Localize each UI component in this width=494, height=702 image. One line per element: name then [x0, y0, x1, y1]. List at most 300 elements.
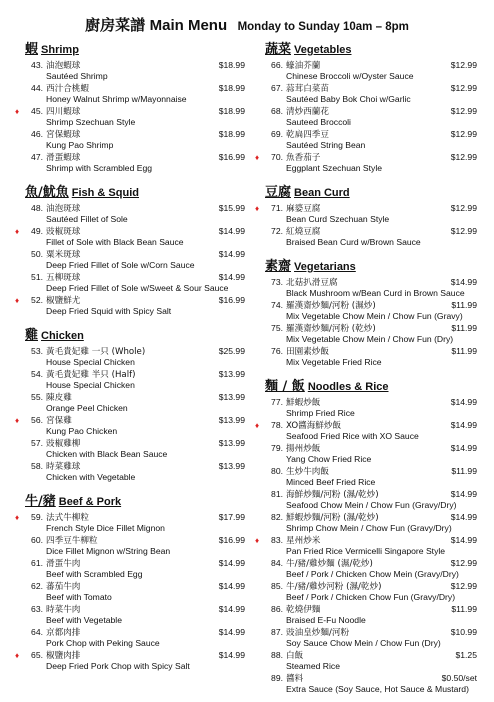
item-price: $12.99: [450, 226, 477, 236]
item-english-name: Pan Fried Rice Vermicelli Singapore Style: [286, 546, 446, 556]
menu-item-line: [263, 397, 477, 408]
menu-item: [23, 461, 245, 482]
menu-item: [263, 443, 477, 464]
item-chinese-name: 宮保蝦球: [46, 130, 81, 140]
item-price: $12.99: [450, 106, 477, 116]
chili-pepper-icon: ♦: [15, 513, 20, 522]
item-number: 61.: [31, 558, 43, 568]
item-english-name: Mix Vegetable Chow Mein / Chow Fun (Gravy): [286, 311, 463, 321]
item-price: $12.99: [450, 581, 477, 591]
item-english-name: Sautéed Shrimp: [46, 71, 108, 81]
section-title-chinese: 蔬菜: [265, 42, 292, 57]
item-chinese-name: 滑蛋蝦球: [46, 153, 81, 163]
item-chinese-name: 清炒西蘭花: [286, 107, 329, 117]
item-chinese-name: 黃毛貴妃雞 半只 (Half): [46, 370, 136, 380]
item-chinese-name: 時菜牛肉: [46, 605, 81, 615]
menu-item-line: [255, 535, 477, 546]
item-chinese-name: 四季豆牛柳粒: [46, 536, 98, 546]
section-title-english: Shrimp: [41, 44, 79, 56]
item-number: 43.: [31, 60, 43, 70]
item-english-name: Chinese Broccoli w/Oyster Sauce: [286, 71, 414, 81]
item-chinese-name: 揚州炒飯: [286, 444, 321, 454]
item-english-name: Mix Vegetable Chow Mein / Chow Fun (Dry): [286, 334, 454, 344]
menu-item-line: [263, 60, 477, 71]
item-chinese-name: 豉椒斑球: [46, 227, 81, 237]
item-number: 75.: [271, 323, 283, 333]
item-price: $14.99: [218, 226, 245, 236]
chili-pepper-icon: ♦: [15, 416, 20, 425]
item-chinese-name: 四川蝦球: [46, 107, 81, 117]
menu-item: [263, 129, 477, 150]
item-number: 77.: [271, 397, 283, 407]
item-price: $13.99: [218, 415, 245, 425]
section-title-english: Vegetables: [294, 44, 352, 56]
menu-item: [255, 152, 477, 173]
section-title: [265, 375, 477, 394]
menu-item-line: [263, 129, 477, 140]
menu-item-line: [263, 512, 477, 523]
menu-title-chinese: 廚房菜譜: [85, 16, 146, 34]
menu-item-line: [263, 604, 477, 615]
item-price: $13.99: [218, 438, 245, 448]
menu-item: [263, 300, 477, 321]
item-chinese-name: 豉油皇炒麵/河粉: [286, 628, 350, 638]
item-number: 72.: [271, 226, 283, 236]
item-english-name: Kung Pao Chicken: [46, 426, 118, 436]
chili-pepper-icon: ♦: [15, 296, 20, 305]
section-title-english: Chicken: [41, 330, 84, 342]
section-title-chinese: 牛/豬: [25, 494, 56, 509]
item-price: $11.99: [451, 300, 477, 310]
item-chinese-name: 京都肉排: [46, 628, 81, 638]
menu-item-line: [23, 604, 245, 615]
menu-item: [23, 392, 245, 413]
item-number: 52.: [31, 295, 43, 305]
item-price: $10.99: [450, 627, 477, 637]
item-chinese-name: 法式牛柳粒: [46, 513, 89, 523]
item-number: 80.: [271, 466, 283, 476]
item-number: 57.: [31, 438, 43, 448]
item-english-name: French Style Dice Fillet Mignon: [46, 523, 165, 533]
item-price: $16.99: [218, 535, 245, 545]
menu-item: [263, 106, 477, 127]
menu-item: [263, 466, 477, 487]
item-price: $14.99: [218, 272, 245, 282]
menu-item-line: [263, 650, 477, 661]
item-english-name: Braised Bean Curd w/Brown Sauce: [286, 237, 421, 247]
menu-item: [263, 226, 477, 247]
item-chinese-name: 滑蛋牛肉: [46, 559, 81, 569]
item-price: $14.99: [450, 443, 477, 453]
menu-item-line: [23, 581, 245, 592]
item-english-name: Fillet of Sole with Black Bean Sauce: [46, 237, 184, 247]
menu-item: [15, 650, 245, 671]
chili-pepper-icon: ♦: [15, 227, 20, 236]
item-chinese-name: 粟米斑球: [46, 250, 81, 260]
menu-item: [255, 420, 477, 441]
item-chinese-name: 乾扁四季豆: [286, 130, 329, 140]
menu-item: [263, 489, 477, 510]
item-number: 47.: [31, 152, 43, 162]
menu-item-line: [23, 203, 245, 214]
opening-hours: Monday to Sunday 10am – 8pm: [237, 21, 409, 33]
menu-item-line: [23, 60, 245, 71]
menu-item-line: [263, 300, 477, 311]
menu-item: [23, 272, 245, 293]
item-chinese-name: 海鮮炒麵/河粉 (濕/乾炒): [286, 490, 379, 500]
item-english-name: Mix Vegetable Fried Rice: [286, 357, 382, 367]
item-english-name: Deep Fried Fillet of Sole w/Corn Sauce: [46, 260, 195, 270]
menu-item-line: [263, 443, 477, 454]
menu-item: [23, 627, 245, 648]
item-number: 56.: [31, 415, 43, 425]
item-chinese-name: 星州炒米: [286, 536, 321, 546]
menu-item: [263, 581, 477, 602]
item-english-name: Honey Walnut Shrimp w/Mayonnaise: [46, 94, 187, 104]
item-number: 89.: [271, 673, 283, 683]
menu-item-line: [263, 673, 477, 684]
item-price: $12.99: [450, 60, 477, 70]
menu-item-line: [263, 489, 477, 500]
item-number: 54.: [31, 369, 43, 379]
item-chinese-name: 陳皮雞: [46, 393, 72, 403]
item-price: $25.99: [218, 346, 245, 356]
item-chinese-name: 鮮蝦炒麵/河粉 (濕/乾炒): [286, 513, 379, 523]
menu-header: [0, 14, 494, 35]
item-english-name: Bean Curd Szechuan Style: [286, 214, 390, 224]
item-number: 63.: [31, 604, 43, 614]
item-english-name: Shrimp Szechuan Style: [46, 117, 136, 127]
item-number: 55.: [31, 392, 43, 402]
item-price: $14.99: [218, 604, 245, 614]
menu-title: Main Menu: [149, 17, 228, 34]
item-price: $14.99: [218, 249, 245, 259]
menu-item: [263, 397, 477, 418]
menu-item-line: [15, 415, 245, 426]
item-chinese-name: 西汁合桃蝦: [46, 84, 89, 94]
menu-section: [15, 38, 245, 173]
chili-pepper-icon: ♦: [15, 651, 20, 660]
item-english-name: Beef with Vegetable: [46, 615, 122, 625]
menu-item: [263, 277, 477, 298]
section-title-english: Noodles & Rice: [307, 381, 389, 393]
item-chinese-name: 豉椒雞柳: [46, 439, 81, 449]
menu-item-line: [23, 558, 245, 569]
menu-item-line: [263, 83, 477, 94]
item-english-name: Minced Beef Fried Rice: [286, 477, 376, 487]
item-number: 64.: [31, 627, 43, 637]
item-number: 76.: [271, 346, 283, 356]
item-price: $16.99: [218, 295, 245, 305]
item-english-name: Sautéed String Bean: [286, 140, 366, 150]
section-title-english: Vegetarians: [294, 261, 356, 273]
item-price: $14.99: [450, 277, 477, 287]
item-price: $11.99: [451, 346, 477, 356]
menu-item-line: [263, 106, 477, 117]
section-title: [25, 181, 245, 200]
item-number: 79.: [271, 443, 283, 453]
chili-pepper-icon: ♦: [255, 204, 260, 213]
menu-item: [263, 627, 477, 648]
item-english-name: Sautéed Fillet of Sole: [46, 214, 128, 224]
item-price: $14.99: [450, 535, 477, 545]
menu-item: [23, 581, 245, 602]
item-price: $12.99: [450, 558, 477, 568]
item-number: 45.: [31, 106, 43, 116]
menu-item: [23, 249, 245, 270]
menu-item-line: [23, 249, 245, 260]
menu-item: [23, 438, 245, 459]
chili-pepper-icon: ♦: [255, 421, 260, 430]
menu-item: [23, 60, 245, 81]
section-title-english: Fish & Squid: [71, 187, 139, 199]
item-english-name: Eggplant Szechuan Style: [286, 163, 383, 173]
item-english-name: Deep Fried Fillet of Sole w/Sweet & Sour Sauce: [46, 283, 229, 293]
menu-section: [15, 324, 245, 482]
item-chinese-name: 蕃茄牛肉: [46, 582, 81, 592]
menu-item-line: [15, 512, 245, 523]
menu-item: [263, 323, 477, 344]
item-english-name: Extra Sauce (Soy Sauce, Hot Sauce & Mustard): [286, 684, 469, 694]
item-number: 62.: [31, 581, 43, 591]
item-number: 58.: [31, 461, 43, 471]
item-price: $18.99: [218, 60, 245, 70]
left-menu-column: [15, 38, 245, 679]
item-chinese-name: 麻婆豆腐: [286, 204, 321, 214]
item-chinese-name: 田園素炒飯: [286, 347, 329, 357]
item-number: 51.: [31, 272, 43, 282]
item-chinese-name: 乾燒伊麵: [286, 605, 321, 615]
item-number: 69.: [271, 129, 283, 139]
chili-pepper-icon: ♦: [255, 536, 260, 545]
menu-item-line: [23, 627, 245, 638]
item-english-name: Shrimp Chow Mein / Chow Fun (Gravy/Dry): [286, 523, 452, 533]
section-title-chinese: 麵 / 飯: [265, 379, 305, 394]
menu-item-line: [263, 581, 477, 592]
menu-item-line: [263, 346, 477, 357]
item-number: 88.: [271, 650, 283, 660]
menu-item-line: [23, 369, 245, 380]
item-price: $14.99: [450, 420, 477, 430]
item-number: 73.: [271, 277, 283, 287]
item-english-name: Kung Pao Shrimp: [46, 140, 114, 150]
chili-pepper-icon: ♦: [255, 153, 260, 162]
item-chinese-name: 生炒牛肉飯: [286, 467, 329, 477]
item-chinese-name: 黃毛貴妃雞 一只 (Whole): [46, 347, 146, 357]
menu-section: [15, 181, 245, 316]
item-price: $13.99: [218, 461, 245, 471]
item-chinese-name: XO醬海鮮炒飯: [286, 421, 342, 431]
item-english-name: House Special Chicken: [46, 357, 135, 367]
menu-item: [255, 203, 477, 224]
item-english-name: Chicken with Black Bean Sauce: [46, 449, 168, 459]
item-price: $12.99: [450, 152, 477, 162]
menu-item: [23, 83, 245, 104]
item-price: $0.50/set: [441, 673, 477, 683]
menu-item: [15, 415, 245, 436]
menu-item-line: [23, 392, 245, 403]
menu-item-line: [255, 152, 477, 163]
item-price: $11.99: [451, 604, 477, 614]
menu-item: [263, 650, 477, 671]
item-chinese-name: 油泡蝦球: [46, 61, 81, 71]
item-number: 59.: [31, 512, 43, 522]
item-number: 84.: [271, 558, 283, 568]
menu-item-line: [23, 152, 245, 163]
item-english-name: Beef with Tomato: [46, 592, 112, 602]
menu-item-line: [263, 226, 477, 237]
menu-item-line: [263, 277, 477, 288]
item-english-name: Braised E-Fu Noodle: [286, 615, 366, 625]
item-chinese-name: 羅漢齋炒麵/河粉 (濕炒): [286, 301, 376, 311]
menu-item-line: [255, 203, 477, 214]
item-price: $11.99: [451, 323, 477, 333]
item-number: 50.: [31, 249, 43, 259]
item-chinese-name: 醬料: [286, 674, 304, 684]
item-english-name: Black Mushroom w/Bean Curd in Brown Sauce: [286, 288, 465, 298]
item-price: $13.99: [218, 369, 245, 379]
menu-item: [23, 203, 245, 224]
item-number: 48.: [31, 203, 43, 213]
section-title-english: Bean Curd: [294, 187, 350, 199]
section-title-chinese: 雞: [25, 328, 39, 343]
section-title: [25, 490, 245, 509]
section-title-chinese: 魚/魷魚: [25, 185, 69, 200]
item-number: 67.: [271, 83, 283, 93]
item-price: $14.99: [218, 650, 245, 660]
chili-pepper-icon: ♦: [15, 107, 20, 116]
item-price: $14.99: [218, 581, 245, 591]
menu-item: [23, 152, 245, 173]
menu-section: [255, 375, 477, 694]
item-price: $13.99: [218, 392, 245, 402]
item-english-name: Yang Chow Fried Rice: [286, 454, 372, 464]
menu-item-line: [15, 650, 245, 661]
item-english-name: Deep Fried Pork Chop with Spicy Salt: [46, 661, 190, 671]
item-number: 81.: [271, 489, 283, 499]
menu-item-line: [15, 226, 245, 237]
item-english-name: Sauteed Broccoli: [286, 117, 351, 127]
item-number: 60.: [31, 535, 43, 545]
item-english-name: Orange Peel Chicken: [46, 403, 128, 413]
item-english-name: Shrimp Fried Rice: [286, 408, 355, 418]
item-number: 85.: [271, 581, 283, 591]
item-english-name: Beef / Pork / Chicken Chow Fun (Gravy/Dry): [286, 592, 456, 602]
item-price: $18.99: [218, 129, 245, 139]
item-english-name: Chicken with Vegetable: [46, 472, 136, 482]
menu-item: [23, 558, 245, 579]
section-title: [265, 255, 477, 274]
menu-item: [23, 369, 245, 390]
menu-item: [23, 346, 245, 367]
item-chinese-name: 鮮蝦炒飯: [286, 398, 321, 408]
item-chinese-name: 椒鹽鮮尤: [46, 296, 81, 306]
menu-item-line: [23, 438, 245, 449]
item-chinese-name: 蒜茸白菜苗: [286, 84, 329, 94]
menu-item-line: [263, 627, 477, 638]
section-title: [25, 324, 245, 343]
menu-section: [15, 490, 245, 671]
section-title-chinese: 素齋: [265, 259, 292, 274]
item-chinese-name: 椒鹽肉排: [46, 651, 81, 661]
menu-item: [15, 226, 245, 247]
menu-item-line: [23, 461, 245, 472]
menu-section: [255, 181, 477, 247]
item-number: 83.: [271, 535, 283, 545]
item-chinese-name: 牛/豬/雞炒河粉 (濕/乾炒): [286, 582, 382, 592]
menu-item-line: [23, 83, 245, 94]
menu-item: [15, 106, 245, 127]
menu-item: [23, 129, 245, 150]
menu-item: [263, 673, 477, 694]
item-price: $12.99: [450, 83, 477, 93]
section-title-english: Beef & Pork: [58, 496, 122, 508]
section-title-chinese: 豆腐: [265, 185, 292, 200]
menu-item-line: [15, 106, 245, 117]
item-price: $16.99: [218, 152, 245, 162]
item-number: 71.: [271, 203, 283, 213]
item-price: $18.99: [218, 106, 245, 116]
item-chinese-name: 紅燒豆腐: [286, 227, 321, 237]
section-title: [25, 38, 245, 57]
item-chinese-name: 羅漢齋炒麵/河粉 (乾炒): [286, 324, 376, 334]
item-price: $14.99: [450, 489, 477, 499]
item-english-name: Sautéed Baby Bok Choi w/Garlic: [286, 94, 411, 104]
item-number: 78.: [271, 420, 283, 430]
item-english-name: Shrimp with Scrambled Egg: [46, 163, 153, 173]
item-number: 87.: [271, 627, 283, 637]
item-price: $12.99: [450, 203, 477, 213]
item-english-name: Beef with Scrambled Egg: [46, 569, 143, 579]
item-price: $18.99: [218, 83, 245, 93]
item-price: $11.99: [451, 466, 477, 476]
menu-item-line: [23, 272, 245, 283]
item-english-name: Seafood Chow Mein / Chow Fun (Gravy/Dry): [286, 500, 457, 510]
item-chinese-name: 牛/豬/雞炒麵 (濕/乾炒): [286, 559, 373, 569]
item-price: $14.99: [450, 512, 477, 522]
menu-item: [263, 346, 477, 367]
item-english-name: Steamed Rice: [286, 661, 340, 671]
menu-item: [255, 535, 477, 556]
item-english-name: Deep Fried Squid with Spicy Salt: [46, 306, 172, 316]
menu-item-line: [255, 420, 477, 431]
item-price: $12.99: [450, 129, 477, 139]
item-number: 44.: [31, 83, 43, 93]
menu-item: [263, 60, 477, 81]
menu-item-line: [23, 346, 245, 357]
right-menu-column: [255, 38, 477, 702]
item-number: 86.: [271, 604, 283, 614]
item-number: 68.: [271, 106, 283, 116]
item-chinese-name: 魚香茄子: [286, 153, 321, 163]
section-title-chinese: 蝦: [25, 42, 39, 57]
menu-item-line: [15, 295, 245, 306]
menu-section: [263, 255, 477, 367]
item-price: $1.25: [455, 650, 477, 660]
menu-item: [263, 558, 477, 579]
item-number: 65.: [31, 650, 43, 660]
menu-item-line: [23, 535, 245, 546]
item-price: $14.99: [450, 397, 477, 407]
menu-item-line: [263, 323, 477, 334]
item-chinese-name: 油泡斑球: [46, 204, 81, 214]
item-chinese-name: 宮保雞: [46, 416, 72, 426]
menu-item-line: [263, 558, 477, 569]
section-title: [265, 38, 477, 57]
item-number: 53.: [31, 346, 43, 356]
menu-item: [263, 83, 477, 104]
item-price: $17.99: [218, 512, 245, 522]
